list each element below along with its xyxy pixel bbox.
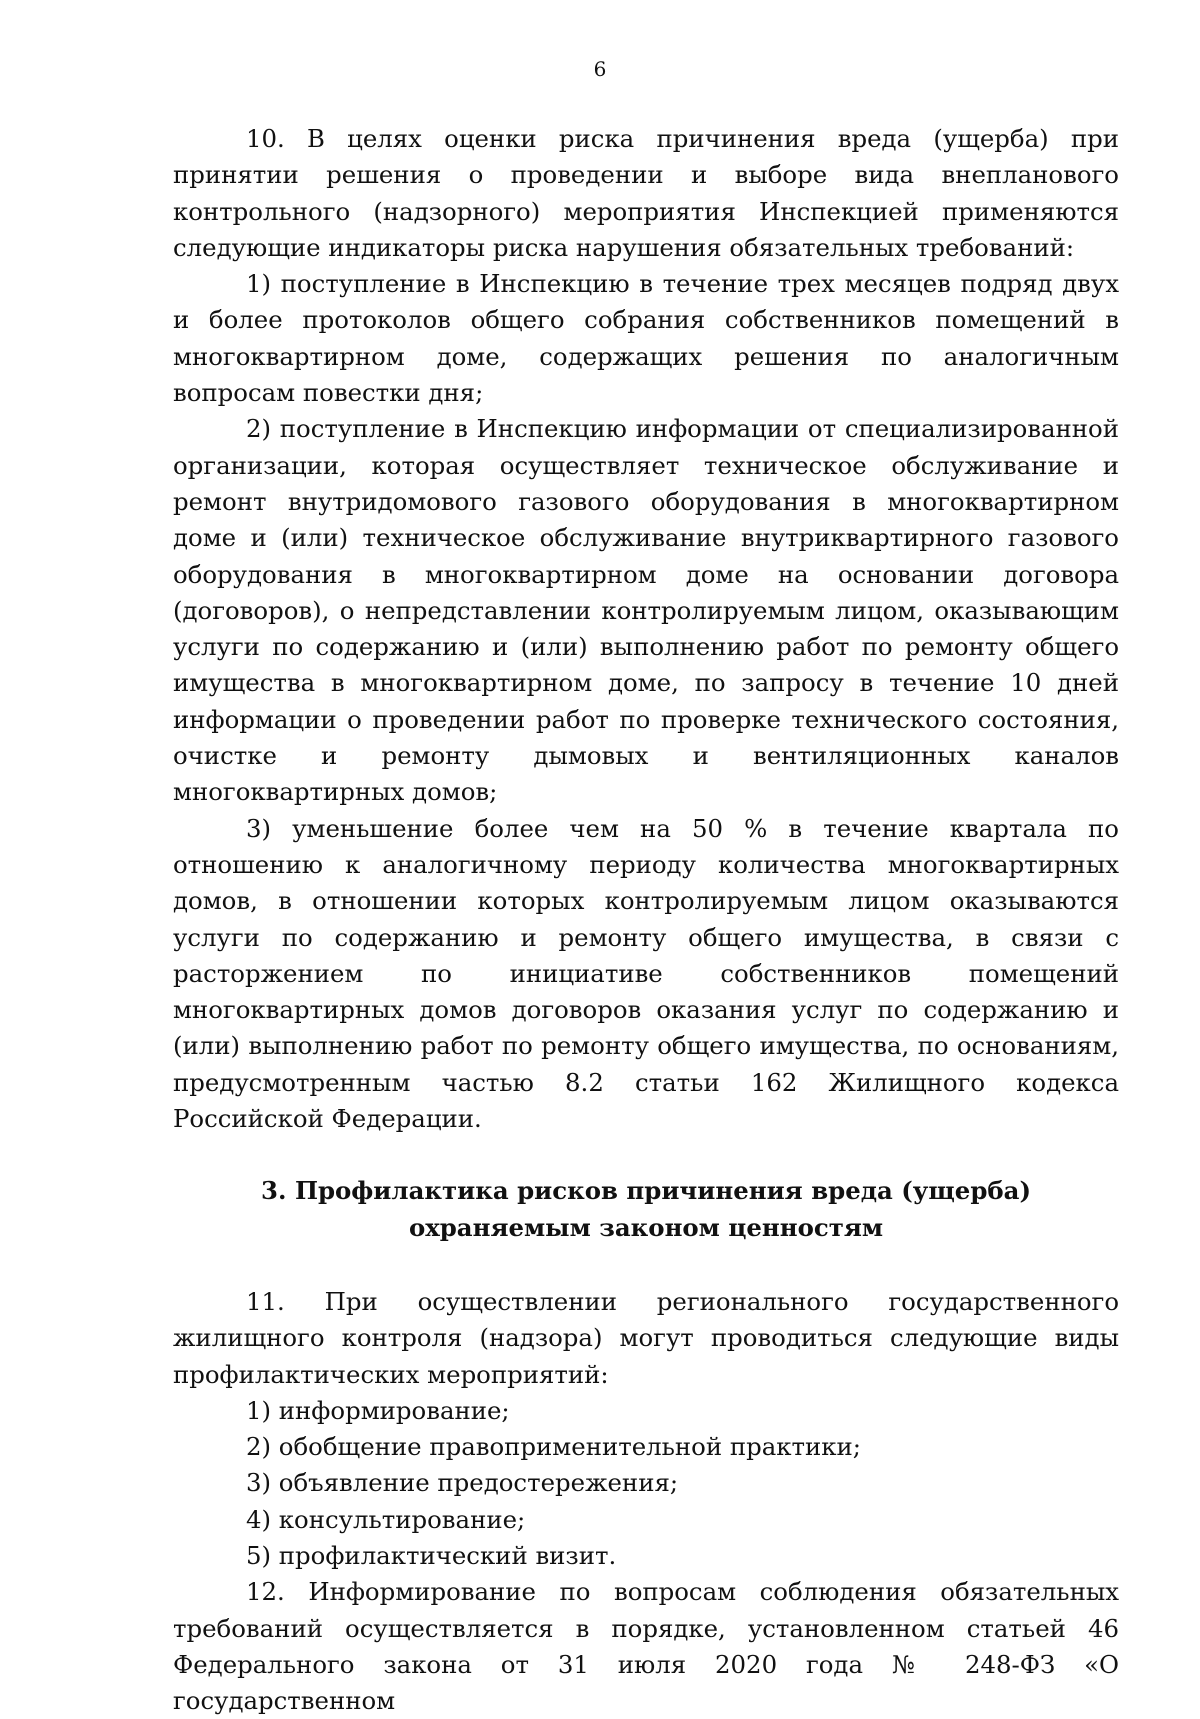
paragraph-11-item-5: 5) профилактический визит. (246, 1540, 617, 1570)
paragraph-10-item-3: 3) уменьшение более чем на 50 % в течение квартала по отношению к аналогичному периоду количества многоквартирных домов, в отношении которых контролируемым лицом оказываются услуги по содержанию и ремонту общего имущества, в связи с расторжением по инициативе собственников помещений многоквартирных домов договоров оказания услуг по содержанию и (или) выполнению работ по ремонту общего имущества, по основаниям, предусмотренным частью 8.2 статьи 162 Жилищного кодекса Российской Федерации. (173, 813, 1119, 1134)
paragraph-10-item-2: 2) поступление в Инспекцию информации от специализированной организации, которая осуществляет техническое обслуживание и ремонт внутридомового газового оборудования в многоквартирном доме и (или) техническое обслуживание внутриквартирного газового оборудования в многоквартирном доме на основании договора (договоров), о непредставлении контролируемым лицом, оказывающим услуги по содержанию и (или) выполнению работ по ремонту общего имущества в многоквартирном доме, по запросу в течение 10 дней информации о проведении работ по проверке технического состояния, очистке и ремонту дымовых и вентиляционных каналов многоквартирных домов; (173, 414, 1119, 807)
paragraph-10-item-1: 1) поступление в Инспекцию в течение трех месяцев подряд двух и более протоколов общего собрания собственников помещений в многоквартирном доме, содержащих решения по аналогичным вопросам повестки дня; (173, 269, 1119, 408)
section-heading-line-2: охраняемым законом ценностям (408, 1212, 884, 1242)
paragraph-10: 10. В целях оценки риска причинения вреда (ущерба) при принятии решения о проведении и выборе вида внепланового контрольного (надзорного) мероприятия Инспекцией применяются следующие индикаторы риска нарушения обязательных требований: (173, 124, 1119, 262)
paragraph-11: 11. При осуществлении регионального государственного жилищного контроля (надзора) могут проводиться следующие виды профилактических мероприятий: (173, 1286, 1119, 1389)
document-body (173, 121, 1119, 1719)
paragraph-11-item-4: 4) консультирование; (246, 1504, 526, 1534)
section-heading-line-1: 3. Профилактика рисков причинения вреда (ущерба) (260, 1176, 1031, 1206)
page-number: 6 (593, 57, 607, 81)
paragraph-11-item-3: 3) объявление предостережения; (246, 1468, 679, 1498)
paragraph-11-item-1: 1) информирование; (246, 1395, 510, 1425)
paragraph-11-item-2: 2) обобщение правоприменительной практики; (246, 1432, 861, 1462)
paragraph-12: 12. Информирование по вопросам соблюдения обязательных требований осуществляется в порядке, установленном статьей 46 Федерального закона от 31 июля 2020 года № 248-ФЗ «О государственном (173, 1577, 1119, 1716)
section-heading (173, 1173, 1119, 1246)
